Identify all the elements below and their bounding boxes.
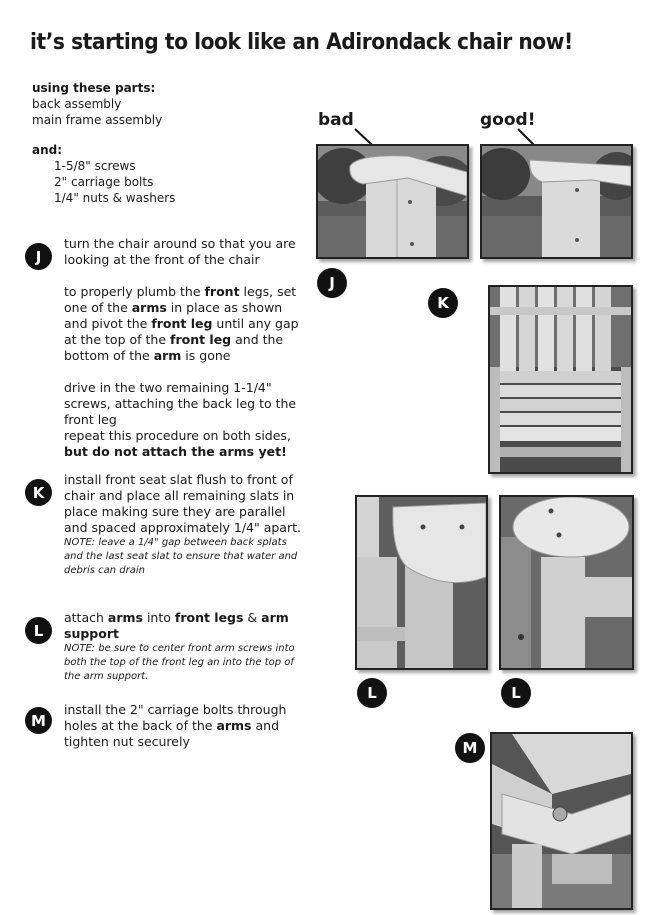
photo-bad [316, 144, 469, 259]
parts-heading: using these parts: [32, 81, 156, 95]
page-title: it’s starting to look like an Adirondack chair now! [30, 30, 573, 55]
parts-section [32, 80, 162, 128]
bad-label: bad [318, 110, 354, 130]
hardware-item: 1-5/8" screws [54, 159, 136, 173]
photo-badge-m: M [455, 733, 485, 763]
step-j-p3: drive in the two remaining 1-1/4" screws, attaching the back leg to the front leg [64, 380, 297, 427]
step-j-p1: turn the chair around so that you are looking at the front of the chair [64, 236, 296, 267]
photo-good [480, 144, 633, 259]
step-l-note: NOTE: be sure to center front arm screws into both the top of the front leg an into the top of the arm support. [64, 643, 295, 682]
step-m-p1: install the 2" carriage bolts through holes at the back of the arms and tighten nut securely [64, 702, 287, 749]
step-m-text [64, 702, 296, 750]
hardware-section [32, 142, 175, 206]
step-badge-j: J [25, 243, 52, 270]
photo-badge-j: J [317, 268, 347, 298]
step-j-p4: repeat this procedure on both sides, but do not attach the arms yet! [64, 428, 291, 459]
hardware-heading: and: [32, 143, 63, 157]
hardware-item: 1/4" nuts & washers [54, 191, 176, 205]
photo-m [490, 732, 633, 910]
parts-item: main frame assembly [32, 113, 163, 127]
step-l-text [64, 610, 304, 684]
photo-l-1 [355, 495, 488, 670]
step-badge-l: L [25, 617, 52, 644]
photo-badge-k: K [428, 288, 458, 318]
good-label: good! [480, 110, 536, 130]
step-k-text [64, 472, 304, 578]
hardware-item: 2" carriage bolts [54, 175, 154, 189]
step-badge-k: K [25, 479, 52, 506]
photo-badge-l-2: L [501, 678, 531, 708]
step-l-p1: attach arms into front legs & arm support [64, 610, 289, 641]
step-k-p1: install front seat slat flush to front of chair and place all remaining slats in place making sure they are parallel and spaced approximately 1/4" apart. [64, 472, 301, 535]
step-j-text [64, 236, 300, 460]
step-j-p2: to properly plumb the front legs, set one of the arms in place as shown and pivot the front leg until any gap at the top of the front leg and the bottom of the arm is gone [64, 284, 299, 363]
step-k-note: NOTE: leave a 1/4" gap between back splats and the last seat slat to ensure that water and debris can drain [64, 537, 298, 576]
step-badge-m: M [25, 707, 52, 734]
photo-badge-l-1: L [357, 678, 387, 708]
parts-item: back assembly [32, 97, 122, 111]
photo-k [488, 285, 633, 474]
photo-l-2 [499, 495, 634, 670]
